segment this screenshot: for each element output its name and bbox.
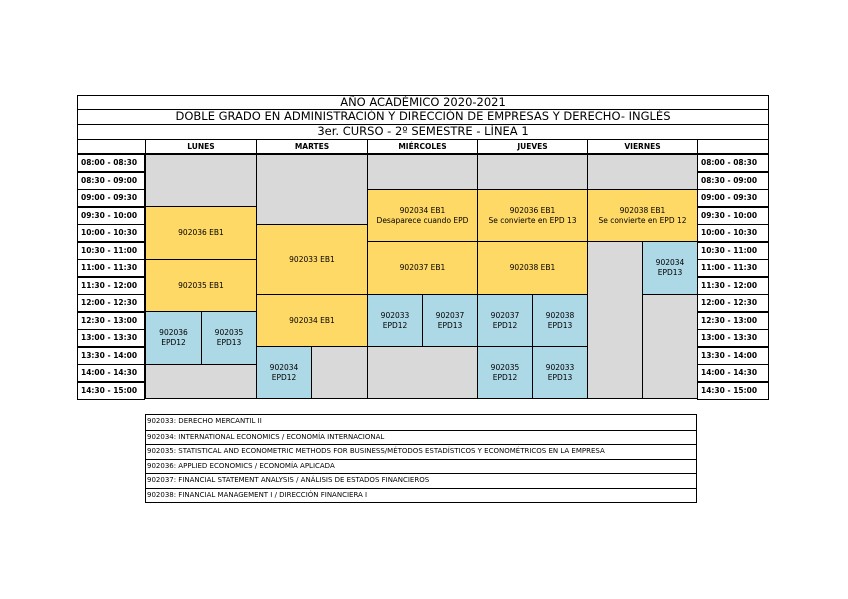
time-slot: 11:30 - 12:00	[77, 277, 145, 295]
legend-item: 902034: INTERNATIONAL ECONOMICS / ECONOMÍA INTERNACIONAL	[146, 430, 696, 445]
session-block[interactable]	[256, 224, 368, 295]
session-label: 902037 EB1	[399, 263, 446, 272]
session-label: 902034 EB1	[289, 315, 335, 325]
degree-title: DOBLE GRADO EN ADMINISTRACIÓN Y DIRECCIÓN DE EMPRESAS Y DERECHO- INGLÉS	[77, 110, 769, 125]
session-block[interactable]	[422, 294, 478, 347]
time-slot: 11:30 - 12:00	[697, 277, 769, 295]
empty-slot	[367, 154, 478, 190]
time-slot: 10:00 - 10:30	[77, 224, 145, 242]
session-code: 902037	[435, 310, 465, 320]
time-slot: 14:00 - 14:30	[77, 364, 145, 382]
time-slot: 08:00 - 08:30	[77, 154, 145, 172]
session-group: EPD13	[216, 338, 242, 347]
time-slot: 11:00 - 11:30	[77, 259, 145, 277]
day-header-corner-right	[697, 139, 769, 154]
session-group: EPD12	[492, 320, 518, 330]
time-slot: 10:00 - 10:30	[697, 224, 769, 242]
course-semester-title: 3er. CURSO - 2º SEMESTRE - LÍNEA 1	[77, 125, 769, 140]
session-block[interactable]	[532, 294, 588, 347]
session-note: Desaparece cuando EPD	[376, 215, 469, 225]
session-label: 902033 EB1	[289, 254, 335, 264]
empty-slot	[642, 294, 698, 399]
day-header-corner-left	[77, 139, 146, 154]
time-slot: 08:30 - 09:00	[697, 172, 769, 190]
session-block[interactable]	[532, 346, 588, 399]
legend-item: 902036: APPLIED ECONOMICS / ECONOMÍA APLICADA	[146, 459, 696, 474]
session-block[interactable]	[477, 189, 588, 242]
session-group: EPD12	[382, 320, 408, 330]
empty-slot	[311, 346, 368, 399]
empty-slot	[587, 154, 698, 190]
time-slot: 12:30 - 13:00	[77, 312, 145, 330]
session-note: Se convierte en EPD 13	[488, 215, 577, 225]
empty-slot	[367, 346, 478, 399]
session-label: 902038 EB1	[619, 205, 666, 215]
session-label: 902034 EB1	[399, 205, 446, 215]
session-code: 902033	[545, 362, 575, 372]
time-slot: 09:30 - 10:00	[77, 207, 145, 225]
time-slot: 10:30 - 11:00	[697, 242, 769, 260]
session-group: EPD13	[547, 320, 573, 330]
session-group: EPD12	[271, 372, 297, 382]
time-slot: 14:00 - 14:30	[697, 364, 769, 382]
session-block[interactable]	[477, 294, 533, 347]
empty-slot	[477, 154, 588, 190]
session-block[interactable]	[587, 189, 698, 242]
session-block[interactable]	[367, 241, 478, 295]
session-block[interactable]	[145, 206, 257, 260]
day-header-wednesday: MIÉRCOLES	[367, 139, 478, 154]
time-slot: 12:00 - 12:30	[697, 294, 769, 312]
session-group: EPD13	[547, 372, 573, 382]
session-code: 902033	[380, 310, 410, 320]
session-group: EPD12	[161, 338, 186, 347]
legend-item: 902035: STATISTICAL AND ECONOMETRIC METHODS FOR BUSINESS/MÉTODOS ESTADÍSTICOS Y ECONOMÉTRICOS EN LA EMPRESA	[146, 444, 696, 459]
session-group: EPD13	[657, 268, 683, 277]
session-code: 902038	[545, 310, 575, 320]
time-slot: 11:00 - 11:30	[697, 259, 769, 277]
day-header-monday: LUNES	[145, 139, 257, 154]
session-code: 902035	[490, 362, 520, 372]
time-slot: 14:30 - 15:00	[77, 382, 145, 400]
empty-slot	[256, 154, 368, 225]
time-slot: 13:00 - 13:30	[77, 329, 145, 347]
time-slot: 09:00 - 09:30	[77, 189, 145, 207]
time-slot: 09:00 - 09:30	[697, 189, 769, 207]
session-block[interactable]	[145, 259, 257, 312]
session-block[interactable]	[642, 241, 698, 295]
session-code: 902035	[214, 328, 244, 337]
day-header-thursday: JUEVES	[477, 139, 588, 154]
session-label: 902035 EB1	[178, 280, 224, 290]
legend-item: 902037: FINANCIAL STATEMENT ANALYSIS / ANÁLISIS DE ESTADOS FINANCIEROS	[146, 473, 696, 488]
session-note: Se convierte en EPD 12	[598, 215, 687, 225]
empty-slot	[587, 241, 643, 399]
session-code: 902036	[159, 328, 188, 337]
time-slot: 13:00 - 13:30	[697, 329, 769, 347]
time-slot: 13:30 - 14:00	[77, 347, 145, 365]
session-code: 902037	[490, 310, 520, 320]
session-block[interactable]	[477, 346, 533, 399]
session-block[interactable]	[367, 294, 423, 347]
session-group: EPD12	[492, 372, 518, 382]
time-slot: 08:30 - 09:00	[77, 172, 145, 190]
session-group: EPD13	[437, 320, 463, 330]
session-block[interactable]	[145, 311, 202, 365]
session-block[interactable]	[256, 294, 368, 347]
time-slot: 10:30 - 11:00	[77, 242, 145, 260]
session-label: 902036 EB1	[509, 205, 556, 215]
time-slot: 14:30 - 15:00	[697, 382, 769, 400]
legend-item: 902033: DERECHO MERCANTIL II	[147, 417, 262, 425]
empty-slot	[145, 154, 257, 207]
time-slot: 09:30 - 10:00	[697, 207, 769, 225]
time-slot: 12:30 - 13:00	[697, 312, 769, 330]
academic-year-title: AÑO ACADÉMICO 2020-2021	[77, 95, 769, 110]
time-slot: 08:00 - 08:30	[697, 154, 769, 172]
session-block[interactable]	[367, 189, 478, 242]
session-label: 902038 EB1	[509, 263, 556, 272]
session-block[interactable]	[256, 346, 312, 399]
session-code: 902034	[269, 362, 299, 372]
day-header-friday: VIERNES	[587, 139, 698, 154]
legend-item: 902038: FINANCIAL MANAGEMENT I / DIRECCIÓN FINANCIERA I	[146, 488, 696, 503]
empty-slot	[145, 364, 257, 399]
day-header-tuesday: MARTES	[256, 139, 368, 154]
session-label: 902036 EB1	[178, 228, 224, 237]
subject-legend	[145, 414, 697, 503]
time-slot: 13:30 - 14:00	[697, 347, 769, 365]
time-slot: 12:00 - 12:30	[77, 294, 145, 312]
session-block[interactable]	[477, 241, 588, 295]
session-block[interactable]	[201, 311, 257, 365]
session-code: 902034	[655, 258, 685, 267]
